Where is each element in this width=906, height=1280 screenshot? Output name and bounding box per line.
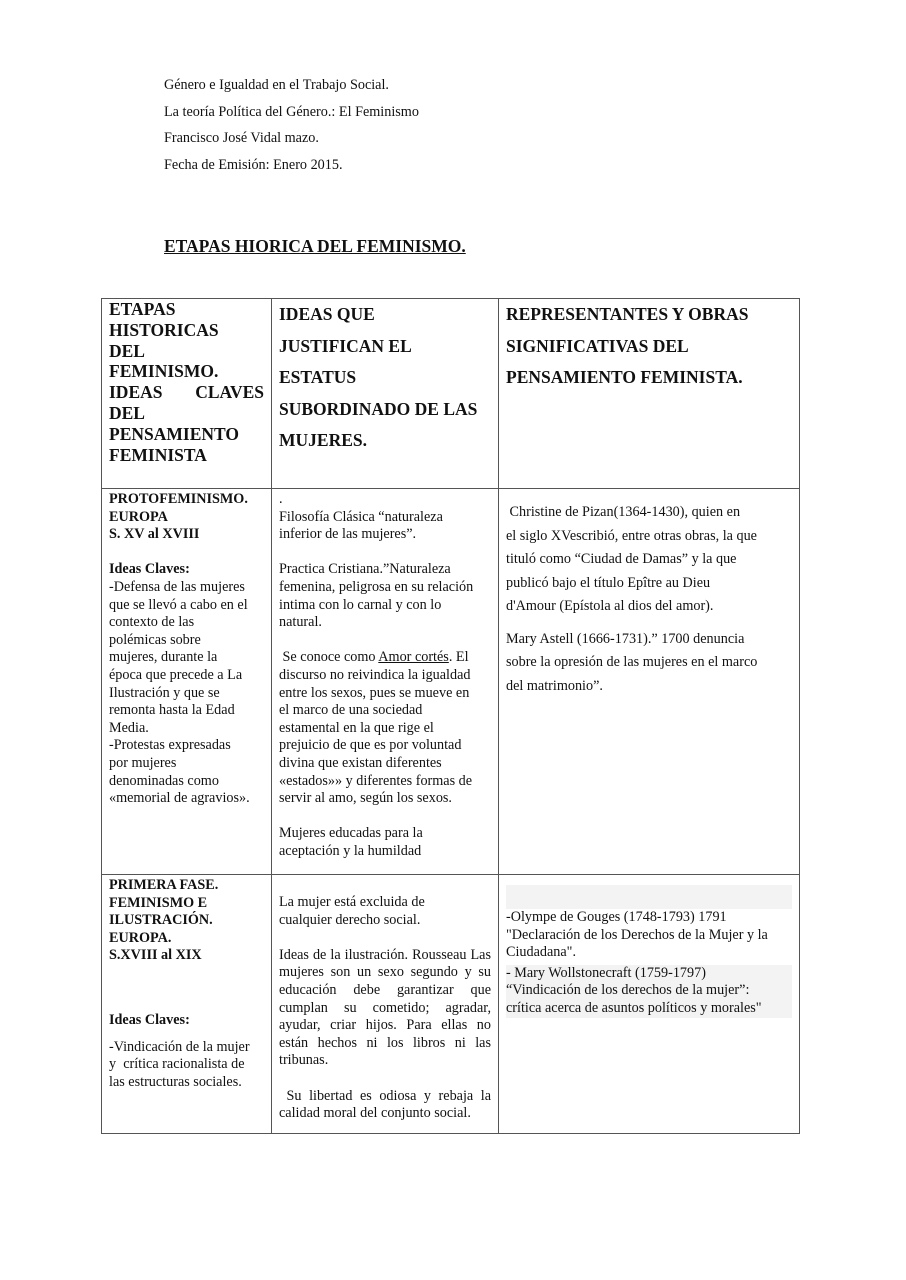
ideas-line: intima con lo carnal y con lo xyxy=(279,596,442,613)
rep-line: Ciudadana". xyxy=(506,944,577,961)
stage-cell xyxy=(102,489,272,875)
stage-name: PRIMERA FASE. xyxy=(109,877,219,893)
key-ideas-line: y crítica racionalista de xyxy=(109,1056,245,1073)
header-date: Fecha de Emisión: Enero 2015. xyxy=(164,156,343,173)
table-header-row xyxy=(102,299,800,489)
ideas-line: Filosofía Clásica “naturaleza xyxy=(279,508,443,525)
stage-region: EUROPA xyxy=(109,508,168,525)
rep-line: publicó bajo el título Epître au Dieu xyxy=(506,574,711,591)
ideas-line: entre los sexos, pues se mueve en xyxy=(279,684,470,701)
key-ideas-line: Media. xyxy=(109,719,149,736)
key-ideas-label: Ideas Claves: xyxy=(109,561,190,578)
ideas-line: Se conoce como Amor cortés. El xyxy=(279,649,469,666)
stage-period: S.XVIII al XIX xyxy=(109,947,202,964)
shaded-spacer xyxy=(506,885,792,909)
header-text: JUSTIFICAN EL xyxy=(279,335,412,356)
rep-line: - Mary Wollstonecraft (1759-1797) xyxy=(506,964,706,981)
stage-name: PROTOFEMINISMO. xyxy=(109,491,248,507)
stage-period: S. XV al XVIII xyxy=(109,526,200,543)
ideas-cell xyxy=(272,489,499,875)
stage-cell xyxy=(102,875,272,1134)
rep-line: crítica acerca de asuntos políticos y morales" xyxy=(506,999,762,1016)
rep-line: Mary Astell (1666-1731).” 1700 denuncia xyxy=(506,630,745,647)
header-text: REPRESENTANTES Y OBRAS xyxy=(506,304,749,324)
document-title: ETAPAS HIORICA DEL FEMINISMO. xyxy=(164,236,466,256)
key-ideas-line: mujeres, durante la xyxy=(109,649,218,666)
ideas-line: aceptación y la humildad xyxy=(279,842,422,859)
stage-name: ILUSTRACIÓN. xyxy=(109,912,213,929)
ideas-cell xyxy=(272,875,499,1134)
key-ideas-line: contexto de las xyxy=(109,614,195,631)
key-ideas-line: -Defensa de las mujeres xyxy=(109,578,245,595)
rep-line: del matrimonio”. xyxy=(506,677,603,694)
header-cell-ideas xyxy=(272,299,499,489)
header-text: PENSAMIENTO FEMINISTA. xyxy=(506,367,743,387)
ideas-line: Mujeres educadas para la xyxy=(279,825,423,842)
ideas-line: Practica Cristiana.”Naturaleza xyxy=(279,561,451,578)
representatives-cell xyxy=(499,489,800,875)
ideas-line: servir al amo, según los sexos. xyxy=(279,790,452,807)
rep-line: tituló como “Ciudad de Damas” y la que xyxy=(506,551,737,567)
header-text-justified xyxy=(109,382,264,403)
header-text: PENSAMIENTO xyxy=(109,423,239,444)
ideas-line: prejuicio de que es por voluntad xyxy=(279,737,462,754)
ideas-line: natural. xyxy=(279,614,322,631)
ideas-line: cualquier derecho social. xyxy=(279,911,421,928)
table-row-protofeminism xyxy=(102,489,800,875)
header-cell-stages xyxy=(102,299,272,489)
header-text: IDEAS QUE xyxy=(279,304,375,324)
header-cell-representatives xyxy=(499,299,800,489)
stage-name: FEMINISMO E xyxy=(109,894,208,911)
rep-line: sobre la opresión de las mujeres en el marco xyxy=(506,654,758,670)
header-text: SUBORDINADO DE LAS xyxy=(279,398,478,419)
key-ideas-line: -Vindicación de la mujer xyxy=(109,1038,250,1055)
ideas-line: inferior de las mujeres”. xyxy=(279,526,417,543)
amor-cortes-link[interactable]: Amor cortés xyxy=(378,649,449,666)
header-topic: La teoría Política del Género.: El Feminismo xyxy=(164,103,419,120)
key-ideas-line: época que precede a La xyxy=(109,666,243,683)
key-ideas-line: que se llevó a cabo en el xyxy=(109,596,248,613)
header-course: Género e Igualdad en el Trabajo Social. xyxy=(164,77,389,93)
ideas-dot: . xyxy=(279,491,283,507)
rep-line: "Declaración de los Derechos de la Mujer y la xyxy=(506,926,768,943)
rep-line: “Vindicación de los derechos de la mujer”: xyxy=(506,982,750,999)
key-ideas-line: «memorial de agravios». xyxy=(109,790,250,807)
ideas-line: femenina, peligrosa en su relación xyxy=(279,578,474,595)
header-text: CLAVES xyxy=(195,382,264,403)
header-text: DEL xyxy=(109,340,145,361)
ideas-paragraph: Ideas de la ilustración. Rousseau Las mujeres son un sexo segundo y su educación debe garantizar que cumplan su cometido; agradar, ayudar, criar hijos. Para ellas no están hechos ni los libros ni las tribunas. xyxy=(279,946,491,1069)
header-text: FEMINISMO. xyxy=(109,361,219,382)
key-ideas-line: por mujeres xyxy=(109,754,177,771)
key-ideas-line: remonta hasta la Edad xyxy=(109,702,235,719)
table-row-first-phase xyxy=(102,875,800,1134)
header-text: MUJERES. xyxy=(279,430,367,450)
header-text: DEL xyxy=(109,402,145,423)
ideas-line: «estados»» y diferentes formas de xyxy=(279,772,473,789)
key-ideas-line: polémicas sobre xyxy=(109,631,201,648)
header-text: ESTATUS xyxy=(279,367,357,387)
rep-line: Christine de Pizan(1364-1430), quien en xyxy=(506,504,741,520)
header-text: ETAPAS xyxy=(109,299,176,319)
rep-line: el siglo XVescribió, entre otras obras, la que xyxy=(506,527,757,544)
header-text: IDEAS xyxy=(109,382,163,403)
rep-line: d'Amour (Epístola al dios del amor). xyxy=(506,598,714,614)
key-ideas-line: las estructuras sociales. xyxy=(109,1073,242,1090)
stage-region: EUROPA. xyxy=(109,929,172,946)
key-ideas-line: -Protestas expresadas xyxy=(109,737,231,754)
key-ideas-line: Ilustración y que se xyxy=(109,684,220,701)
shaded-block xyxy=(506,965,792,1018)
ideas-paragraph: Su libertad es odiosa y rebaja la calidad moral del conjunto social. xyxy=(279,1087,495,1122)
header-text: FEMINISTA xyxy=(109,444,207,465)
ideas-line: La mujer está excluida de xyxy=(279,894,425,910)
header-text: SIGNIFICATIVAS DEL xyxy=(506,335,689,356)
header-author: Francisco José Vidal mazo. xyxy=(164,130,319,146)
ideas-line: el marco de una sociedad xyxy=(279,702,423,719)
key-ideas-line: denominadas como xyxy=(109,772,219,789)
header-text: HISTORICAS xyxy=(109,319,219,340)
ideas-line: divina que existan diferentes xyxy=(279,754,442,771)
ideas-line: estamental en la que rige el xyxy=(279,719,434,736)
key-ideas-label: Ideas Claves: xyxy=(109,1011,190,1028)
feminism-stages-table xyxy=(101,298,800,1134)
rep-line: -Olympe de Gouges (1748-1793) 1791 xyxy=(506,909,727,925)
document-header xyxy=(164,72,419,178)
representatives-cell xyxy=(499,875,800,1134)
ideas-line: discurso no reivindica la igualdad xyxy=(279,666,471,683)
